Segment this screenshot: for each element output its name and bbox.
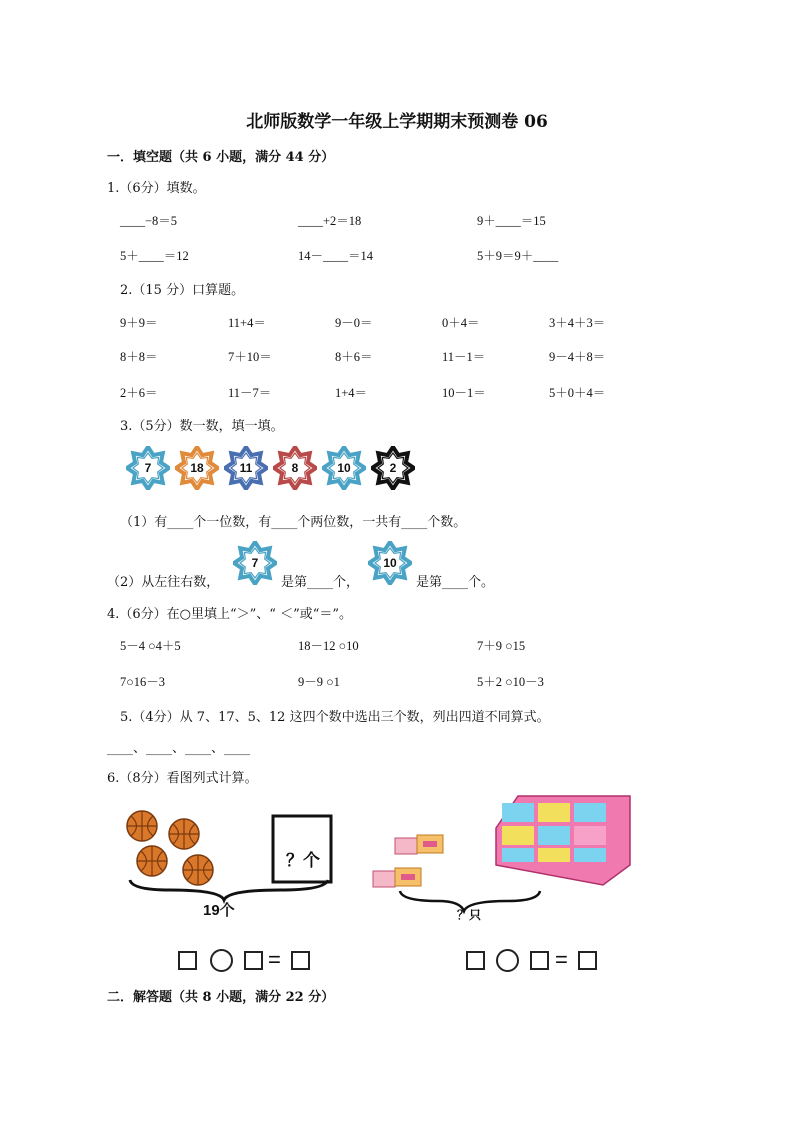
q3-label: 3.（5分）数一数，填一填。 — [120, 419, 284, 434]
q4-item: 9－9 ○1 — [298, 675, 340, 689]
q2-item: 11－7＝ — [228, 386, 272, 400]
q4-label: 4.（6分）在○里填上“＞”、“ ＜”或“＝”。 — [107, 607, 353, 622]
q3-sub2-c: 是第____个。 — [416, 575, 495, 590]
q2-item: 9＋9＝ — [120, 316, 158, 330]
q4-item: 18－12 ○10 — [298, 639, 359, 653]
q2-item: 9－4＋8＝ — [549, 350, 606, 364]
equals-sign: = — [268, 947, 281, 972]
q4-item: 7＋9 ○15 — [477, 639, 526, 653]
section-2-heading: 二．解答题（共 8 小题，满分 22 分） — [107, 990, 335, 1005]
q2-item: 11－1＝ — [442, 350, 486, 364]
basketball-icon — [127, 811, 157, 841]
star-badge — [175, 446, 219, 490]
eraser-icon — [373, 868, 421, 887]
q2-item: 3＋4＋3＝ — [549, 316, 606, 330]
q3-sub2-b: 是第____个， — [281, 575, 360, 590]
q1-item: 5＋9＝9＋____ — [477, 249, 559, 263]
star-number: 10 — [337, 461, 351, 475]
operator-circle[interactable] — [496, 949, 519, 972]
q2-item: 8＋6＝ — [335, 350, 373, 364]
q3-sub1: （1）有____个一位数，有____个两位数，一共有____个数。 — [120, 515, 467, 530]
eraser-icon — [395, 835, 443, 854]
answer-box[interactable] — [530, 951, 549, 970]
q2-item: 2＋6＝ — [120, 386, 158, 400]
answer-box[interactable] — [578, 951, 597, 970]
basketball-icon — [137, 846, 167, 876]
q2-item: 8＋8＝ — [120, 350, 158, 364]
q1-item: ____−8＝5 — [120, 214, 178, 228]
q4-item: 5－4 ○4＋5 — [120, 639, 181, 653]
q3-sub2-a: （2）从左往右数， — [107, 575, 220, 590]
section-1-heading: 一．填空题（共 6 小题，满分 44 分） — [107, 150, 335, 165]
star-badge — [322, 446, 366, 490]
q1-label: 1.（6分）填数。 — [107, 181, 206, 196]
q1-item: 14－____＝14 — [298, 249, 374, 263]
q1-item: 9＋____＝15 — [477, 214, 546, 228]
star-number: 2 — [389, 461, 397, 475]
equals-sign: = — [555, 947, 568, 972]
q2-item: 5＋0＋4＝ — [549, 386, 606, 400]
q6-label: 6.（8分）看图列式计算。 — [107, 771, 258, 786]
q4-item: 5＋2 ○10－3 — [477, 675, 544, 689]
star-number: 7 — [144, 461, 152, 475]
operator-circle[interactable] — [210, 949, 233, 972]
q1-item: ____+2＝18 — [298, 214, 362, 228]
q2-item: 0＋4＝ — [442, 316, 480, 330]
q2-item: 7＋10＝ — [228, 350, 272, 364]
star-badge — [224, 446, 268, 490]
left-unknown-label: ？个 — [286, 851, 320, 870]
q2-item: 9－0＝ — [335, 316, 373, 330]
page-title: 北师版数学一年级上学期期末预测卷 06 — [246, 112, 548, 132]
star-badge — [126, 446, 170, 490]
eraser-box-icon — [496, 796, 630, 885]
right-unknown-label: ？只 — [457, 908, 482, 922]
q2-label: 2.（15 分）口算题。 — [120, 283, 245, 298]
basketball-icon — [169, 819, 199, 849]
answer-box[interactable] — [178, 951, 197, 970]
star-badge-10: 10 — [368, 541, 412, 585]
q2-item: 11+4＝ — [228, 316, 266, 330]
star-number: 8 — [291, 461, 299, 475]
star-badge-7: 7 — [233, 541, 277, 585]
q2-item: 1+4＝ — [335, 386, 368, 400]
star-number: 11 — [239, 461, 253, 475]
q4-item: 7○16－3 — [120, 675, 166, 689]
answer-box[interactable] — [466, 951, 485, 970]
star-badge — [273, 446, 317, 490]
eraser-picture — [368, 793, 648, 923]
left-total-label: 19个 — [203, 902, 235, 919]
q5-label: 5.（4分）从 7、17、5、12 这四个数中选出三个数，列出四道不同算式。 — [120, 710, 550, 725]
q2-item: 10－1＝ — [442, 386, 486, 400]
q1-item: 5＋____＝12 — [120, 249, 189, 263]
star-number: 18 — [190, 461, 204, 475]
star-badge — [371, 446, 415, 490]
answer-box[interactable] — [291, 951, 310, 970]
basketball-icon — [183, 855, 213, 885]
answer-box[interactable] — [244, 951, 263, 970]
q5-blanks: ____、____、____、____ — [107, 741, 251, 756]
